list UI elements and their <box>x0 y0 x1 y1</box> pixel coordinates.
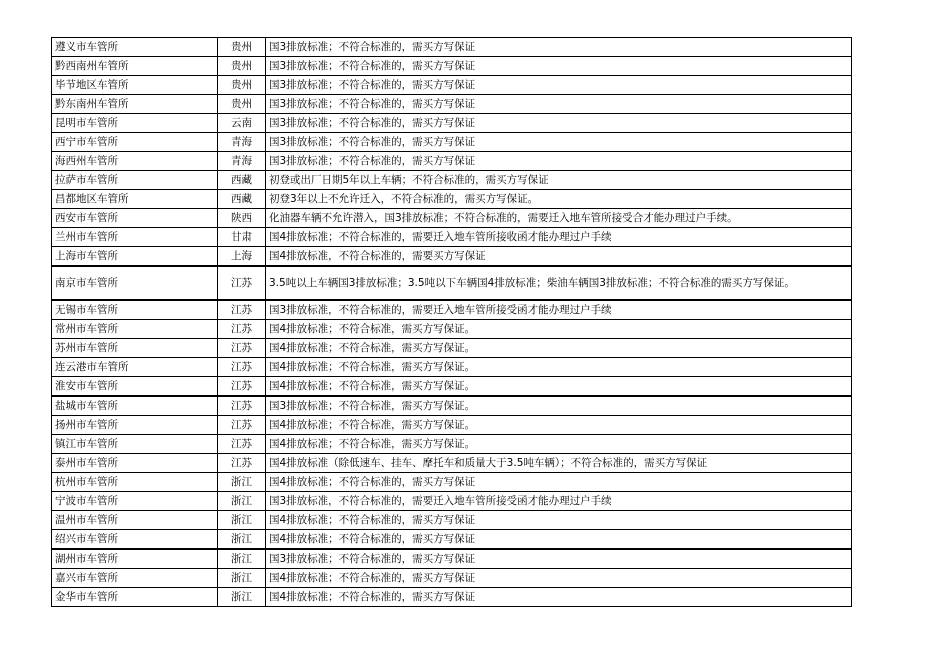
rule-cell[interactable]: 国4排放标准；不符合标准，需买方写保证。 <box>266 358 852 377</box>
table-row <box>52 152 852 171</box>
rule-cell[interactable]: 国4排放标准；不符合标准，需买方写保证。 <box>266 435 852 454</box>
table-row <box>52 300 852 320</box>
office-cell[interactable]: 镇江市车管所 <box>52 435 218 454</box>
office-cell[interactable]: 嘉兴市车管所 <box>52 569 218 588</box>
province-cell[interactable]: 江苏 <box>218 396 266 416</box>
table-row <box>52 588 852 607</box>
province-cell[interactable]: 浙江 <box>218 588 266 607</box>
table-row <box>52 511 852 530</box>
office-cell[interactable]: 金华市车管所 <box>52 588 218 607</box>
rule-cell[interactable]: 国4排放标准；不符合标准的，需买方写保证 <box>266 530 852 550</box>
province-cell[interactable]: 甘肃 <box>218 228 266 247</box>
province-cell[interactable]: 江苏 <box>218 377 266 397</box>
office-cell[interactable]: 遵义市车管所 <box>52 38 218 57</box>
province-cell[interactable]: 陕西 <box>218 209 266 228</box>
table-row <box>52 57 852 76</box>
province-cell[interactable]: 贵州 <box>218 95 266 114</box>
rule-cell[interactable]: 国3排放标准，不符合标准的，需要迁入地车管所接受函才能办理过户手续 <box>266 300 852 320</box>
rule-cell[interactable]: 国3排放标准；不符合标准的，需买方写保证 <box>266 57 852 76</box>
office-cell[interactable]: 扬州市车管所 <box>52 416 218 435</box>
province-cell[interactable]: 浙江 <box>218 473 266 492</box>
rule-cell[interactable]: 国4排放标准；不符合标准的，需买方写保证 <box>266 588 852 607</box>
rule-cell[interactable]: 国3排放标准，不符合标准的，需要迁入地车管所接受函才能办理过户手续 <box>266 492 852 511</box>
office-cell[interactable]: 西安市车管所 <box>52 209 218 228</box>
rule-cell[interactable]: 国4排放标准；不符合标准，需买方写保证。 <box>266 320 852 339</box>
rule-cell[interactable]: 国3排放标准；不符合标准的，需买方写保证 <box>266 95 852 114</box>
office-cell[interactable]: 西宁市车管所 <box>52 133 218 152</box>
office-cell[interactable]: 黔东南州车管所 <box>52 95 218 114</box>
table-body <box>52 38 852 607</box>
province-cell[interactable]: 贵州 <box>218 57 266 76</box>
province-cell[interactable]: 云南 <box>218 114 266 133</box>
province-cell[interactable]: 浙江 <box>218 530 266 550</box>
table-row <box>52 76 852 95</box>
table-row <box>52 396 852 416</box>
province-cell[interactable]: 青海 <box>218 152 266 171</box>
office-cell[interactable]: 苏州市车管所 <box>52 339 218 358</box>
table-row <box>52 190 852 209</box>
province-cell[interactable]: 江苏 <box>218 320 266 339</box>
table-row <box>52 114 852 133</box>
rule-cell[interactable]: 国4排放标准，不符合标准的，需要买方写保证 <box>266 247 852 267</box>
province-cell[interactable]: 江苏 <box>218 416 266 435</box>
office-cell[interactable]: 南京市车管所 <box>52 266 218 300</box>
province-cell[interactable]: 浙江 <box>218 549 266 569</box>
office-cell[interactable]: 毕节地区车管所 <box>52 76 218 95</box>
office-cell[interactable]: 海西州车管所 <box>52 152 218 171</box>
office-cell[interactable]: 黔西南州车管所 <box>52 57 218 76</box>
table-row <box>52 339 852 358</box>
province-cell[interactable]: 上海 <box>218 247 266 267</box>
province-cell[interactable]: 江苏 <box>218 266 266 300</box>
office-cell[interactable]: 连云港市车管所 <box>52 358 218 377</box>
rule-cell[interactable]: 国4排放标准；不符合标准，需买方写保证。 <box>266 339 852 358</box>
rule-cell[interactable]: 国3排放标准；不符合标准，需买方写保证。 <box>266 396 852 416</box>
office-cell[interactable]: 宁波市车管所 <box>52 492 218 511</box>
province-cell[interactable]: 西藏 <box>218 171 266 190</box>
province-cell[interactable]: 浙江 <box>218 511 266 530</box>
table-row <box>52 416 852 435</box>
office-cell[interactable]: 拉萨市车管所 <box>52 171 218 190</box>
office-cell[interactable]: 绍兴市车管所 <box>52 530 218 550</box>
office-cell[interactable]: 常州市车管所 <box>52 320 218 339</box>
rule-cell[interactable]: 化油器车辆不允许潜入，国3排放标准；不符合标准的，需要迁入地车管所接受合才能办理过户手续。 <box>266 209 852 228</box>
rule-cell[interactable]: 国4排放标准；不符合标准，需买方写保证。 <box>266 377 852 397</box>
table-row <box>52 530 852 550</box>
province-cell[interactable]: 西藏 <box>218 190 266 209</box>
office-cell[interactable]: 无锡市车管所 <box>52 300 218 320</box>
province-cell[interactable]: 江苏 <box>218 339 266 358</box>
office-cell[interactable]: 淮安市车管所 <box>52 377 218 397</box>
table-row <box>52 473 852 492</box>
province-cell[interactable]: 浙江 <box>218 569 266 588</box>
office-cell[interactable]: 上海市车管所 <box>52 247 218 267</box>
office-cell[interactable]: 昌都地区车管所 <box>52 190 218 209</box>
rule-cell[interactable]: 国3排放标准；不符合标准的，需买方写保证 <box>266 76 852 95</box>
province-cell[interactable]: 青海 <box>218 133 266 152</box>
office-cell[interactable]: 湖州市车管所 <box>52 549 218 569</box>
province-cell[interactable]: 江苏 <box>218 300 266 320</box>
office-cell[interactable]: 泰州市车管所 <box>52 454 218 473</box>
rule-cell[interactable]: 国3排放标准；不符合标准的，需买方写保证 <box>266 114 852 133</box>
table-row <box>52 247 852 267</box>
rule-cell[interactable]: 3.5吨以上车辆国3排放标准；3.5吨以下车辆国4排放标准；柴油车辆国3排放标准；不符合标准的需买方写保证。 <box>266 266 852 300</box>
office-cell[interactable]: 兰州市车管所 <box>52 228 218 247</box>
table-row <box>52 320 852 339</box>
office-cell[interactable]: 盐城市车管所 <box>52 396 218 416</box>
table-row <box>52 377 852 397</box>
rule-cell[interactable]: 国4排放标准；不符合标准的，需买方写保证 <box>266 473 852 492</box>
table-row <box>52 266 852 300</box>
rule-cell[interactable]: 国4排放标准；不符合标准的，需买方写保证 <box>266 511 852 530</box>
table-row <box>52 358 852 377</box>
rule-cell[interactable]: 国4排放标准（除低速车、挂车、摩托车和质量大于3.5吨车辆）；不符合标准的，需买方写保证 <box>266 454 852 473</box>
spreadsheet <box>51 37 851 607</box>
rule-cell[interactable]: 国3排放标准；不符合标准的，需买方写保证 <box>266 38 852 57</box>
table-row <box>52 569 852 588</box>
table-row <box>52 435 852 454</box>
office-cell[interactable]: 温州市车管所 <box>52 511 218 530</box>
rule-cell[interactable]: 国3排放标准；不符合标准的，需买方写保证 <box>266 549 852 569</box>
table-row <box>52 133 852 152</box>
table-row <box>52 38 852 57</box>
rule-cell[interactable]: 国4排放标准；不符合标准的，需买方写保证 <box>266 569 852 588</box>
rule-cell[interactable]: 国4排放标准；不符合标准的，需要迁入地车管所接收函才能办理过户手续 <box>266 228 852 247</box>
province-cell[interactable]: 浙江 <box>218 492 266 511</box>
registration-rules-table <box>51 37 852 607</box>
province-cell[interactable]: 贵州 <box>218 38 266 57</box>
rule-cell[interactable]: 国3排放标准；不符合标准的，需买方写保证 <box>266 133 852 152</box>
rule-cell[interactable]: 国3排放标准；不符合标准的，需买方写保证 <box>266 152 852 171</box>
province-cell[interactable]: 贵州 <box>218 76 266 95</box>
province-cell[interactable]: 江苏 <box>218 454 266 473</box>
table-row <box>52 228 852 247</box>
table-row <box>52 549 852 569</box>
table-row <box>52 209 852 228</box>
office-cell[interactable]: 杭州市车管所 <box>52 473 218 492</box>
office-cell[interactable]: 昆明市车管所 <box>52 114 218 133</box>
table-row <box>52 95 852 114</box>
province-cell[interactable]: 江苏 <box>218 435 266 454</box>
rule-cell[interactable]: 初登或出厂日期5年以上车辆；不符合标准的，需买方写保证 <box>266 171 852 190</box>
rule-cell[interactable]: 国4排放标准；不符合标准，需买方写保证。 <box>266 416 852 435</box>
table-row <box>52 454 852 473</box>
table-row <box>52 492 852 511</box>
rule-cell[interactable]: 初登3年以上不允许迁入，不符合标准的，需买方写保证。 <box>266 190 852 209</box>
table-row <box>52 171 852 190</box>
province-cell[interactable]: 江苏 <box>218 358 266 377</box>
